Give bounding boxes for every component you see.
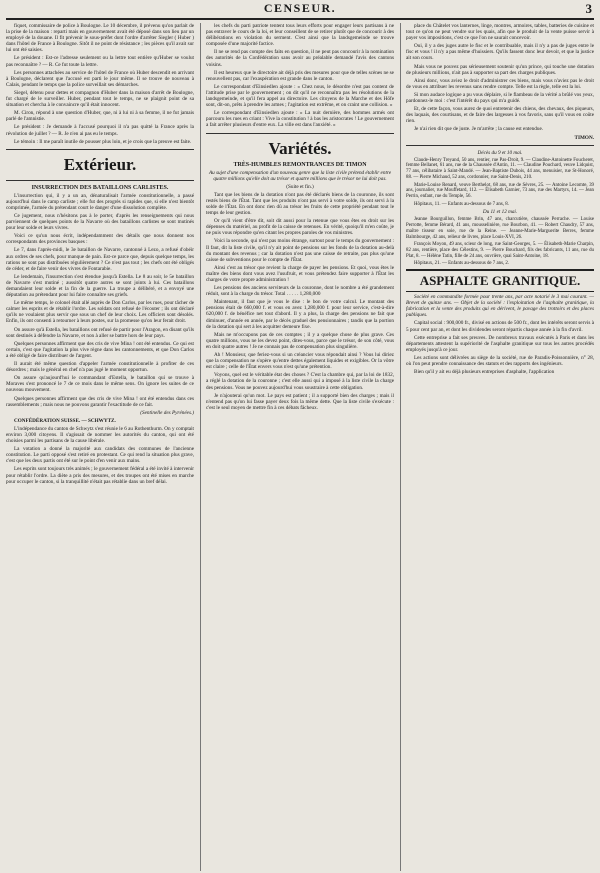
paragraph: Oui, il y a des juges autre le fisc et le contribuable, mais il n'y a pas de juges entre le fisc et vous ! il n'y a pas même d'huissiers. Qu'ils fassent donc leur devoir, et que la justice ait son cours. xyxy=(406,43,594,62)
divider xyxy=(6,149,194,150)
paragraph: Le président : Je demande à l'accusé pourquoi il n'a pas quitté la France après la révolution de juillet ? — R. Je n'en ai pas eu le temps. xyxy=(6,124,194,137)
paragraph: M. Ciron, répond à une question d'Huber, que, ni à lui ni à sa femme, il ne fut jamais parlé de l'amnistie. xyxy=(6,110,194,123)
source-attribution: (Sentinelle des Pyrénées.) xyxy=(140,409,194,416)
paragraph: Quelques personnes affirment que des cris de vive Mina ! ont été entendus dans ces rassemblements ; mais nous ne pouvons garantir l'exactitude de ce fait. xyxy=(6,395,194,408)
advertisement-title: ASPHALTE GRANITIQUE. xyxy=(406,269,594,292)
paragraph: Les pensions des anciens serviteurs de la couronne, dont le nombre a été grandement réduit, sont à la charge du trésor. Total . . . . . 1,280,000 xyxy=(206,285,394,298)
paragraph: Le même temps, le colonel était allé auprès de Don Carlos, par les rues, pour tâcher de calmer les esprits et de rétablir l'ordre. Les soldats ont refusé de l'écouter ; ils ont déclaré qu'ils ne voulaient plus servir que sous un chef de leur choix. Les officiers sont désolés. Enfin, ils ont consenti à retourner à leurs postes, sur la promesse qu'on leur ferait droit. xyxy=(6,300,194,325)
deaths-heading: Du 11 et 12 mai. xyxy=(482,209,518,216)
article-heading: TRÈS-HUMBLES REMONTRANCES DE TIMON xyxy=(233,161,367,168)
paragraph: Il ne se rend pas compte des faits en question, il ne peut pas concourir à la nomination des autorités de la Confédération sans avoir au préalable demandé l'avis des cantons voisins. xyxy=(206,49,394,68)
paragraph: Le président : Est-ce l'adresse seulement ou la lettre tout entière qu'Huber se voulut pas reconnaître ? — R. Ce fut toute la lettre. xyxy=(6,55,194,68)
paragraph: place du Châtelet vos lanternes, linge, montres, armoires, tables, batteries de cuisine et tout ce qu'on ne peut vendre sur les quais, afin que le produit de la vente puisse servir à payer vos impositions, c'est ce que l'on ne saurait concevoir. xyxy=(406,23,594,42)
paragraph: Jeanne Bourguillon, femme Brin, 47 ans, charcutière, chaussée Perrache. — Louise Perrotte, femme Bérard, 41 ans, mousselinière, rue Bourbon, 41. — Robert Chaudry, 57 ans, maître tisseur en soie, rue de la Reine. — Jeanne-Marie-Marguerite Berres, femme Balmbourge, 42 ans, relieur de livres, place Louis-XVI, 26. xyxy=(406,217,594,240)
paragraph: Il est heureux que le directoire ait déjà pris des mesures pour que de telles scènes ne se renouvellent pas, car l'exaspération est grande dans le canton. xyxy=(206,69,394,82)
masthead xyxy=(6,0,594,20)
signature: TIMON. xyxy=(574,134,594,141)
paragraph: Et, de cette façon, vous aurez de quoi entretenir des chiens, des chevaux, des piqueurs, des laquais, des courtisans, et de faire des largesses à vos favoris, sans qu'il vous en coûte rien. xyxy=(406,106,594,125)
paragraph: Cette entreprise a fait ses preuves. De nombreux travaux exécutés à Paris et dans les départements attestent la supériorité de l'asphalte granitique sur tous les autres procédés employés jusqu'à ce jour. xyxy=(406,334,594,353)
columns xyxy=(6,23,594,871)
paragraph: Hôpitaux, 11. — Enfants au-dessous de 7 ans, 8. xyxy=(414,201,509,207)
section-title-varietes: Variétés. xyxy=(268,138,332,158)
paragraph: Les personnes attachées au service de l'hôtel de France où Huber descendit en arrivant à Boulogne, déclarent que l'accusé est parti le jour même. Il se trouve de nouveau à Calais, pendant le temps que la police surveillait ses démarches. xyxy=(6,69,194,88)
newspaper-title: CENSEUR. xyxy=(263,1,337,15)
divider xyxy=(6,180,194,181)
page-number: 3 xyxy=(585,1,592,16)
paragraph: Je n'ai rien dit que de juste. Je m'arrête ; la cause est entendue. xyxy=(414,126,544,133)
paragraph: Le correspondant d'Einsiedlen ajoute : « Chez nous, le désordre n'est pas content de l'attitude prise par le gouvernement ; on dit qu'il ne reconnaîtra pas les résolutions de la landsgemeinde, et qu'il fera appel au directoire. Les citoyens de la Marche et des Höfe sont, dit-on, prêts à prendre les armes ; l'agitation est extrême, et on craint une collision. » xyxy=(206,83,394,109)
paragraph: Or qu'il vient d'être dit, soit dit aussi pour la retenue que vous êtes en droit sur les dépenses du matériel, au profit de la caisse de retenues. En vérité, quoiqu'il m'en coûte, je ne puis vous répondre qu'en citant les propres paroles de vos ministres. xyxy=(206,218,394,237)
paragraph: Siegel, détenu pour dettes et compagnon d'Huber dans la maison d'arrêt de Boulogne, fut chargé de le surveiller. Huber, pendant tout le temps, ne se plaignit point de sa situation et chercha à le convaincre qu'il était innocent. xyxy=(6,89,194,109)
paragraph: Ce jugement, nous n'hésitons pas à le porter, d'après les renseignements qui nous parviennent de quelques points de la Navarre où des bataillons carlistes se sont mutinés pour leur solde et leurs vivres. xyxy=(6,212,194,232)
paragraph: La votation a donné la majorité aux candidats des communes de l'ancienne constitution. Le parti opposé s'est retiré en protestant. Ce qui rend la situation plus grave, c'est que les deux partis ont été sur le point d'en venir aux mains. xyxy=(6,446,194,465)
paragraph: Marie-Louise Renard, veuve Berthelot, 68 ans, rue de Sèvres, 25. — Antoine Lecomte, 39 ans, journalier, rue Mouffetard, 112. — Élisabeth Garnier, 73 ans, rue des Martyrs, 14. — Jean Perrin, enfant, rue du Temple, 56. xyxy=(406,182,594,199)
epigraph-note: (Suite et fin.) xyxy=(286,183,314,190)
paragraph: Capital social : 900,000 fr., divisé en actions de 500 fr., dont les intérêts seront servis à 5 pour cent par an, et dont les dividendes seront répartis chaque année à la fin d'avril. xyxy=(406,320,594,333)
paragraph: Le correspondant d'Einsiedlen ajoute : « La nuit dernière, des hommes armés ont parcouru les rues en criant : Vive la constitution ! à bas les aristocrates ! Le gouvernement a fait arrêter plusieurs d'entre eux. La ville est dans l'anxiété. » xyxy=(206,110,394,129)
paragraph: Société en commandite formée pour trente ans, par acte notarié le 3 mai courant. — Brevet de quinze ans. — Objet de la société : l'exploitation de l'asphalte granitique, la fabrication et la vente des produits qui en dérivent, le pavage des trottoirs et des places publiques. xyxy=(406,294,594,319)
divider xyxy=(406,145,594,146)
paragraph: Le lendemain, l'insurrection s'est étendue jusqu'à Estella. Le 8 au soir, le 5e bataillon de Navarre s'est mutiné ; aussitôt quatre autres se sont joints à lui. Ces bataillons demandaient leur solde et la fin de la guerre. La troupe a délibéré, et a envoyé une députation au prétendant pour lui faire connaître ses griefs. xyxy=(6,273,194,299)
paragraph: Si mon audace logique a pu vous déplaire, si le flambeau de la vérité a brûlé vos yeux, pardonnez-le moi : c'est l'intérêt du pays qui m'a guidé. xyxy=(406,91,594,105)
paragraph: Bien qu'il y ait eu déjà plusieurs entreprises d'asphalte, l'application xyxy=(414,369,555,376)
paragraph: Voici ce qu'un nous écrit, indépendamment des détails que nous donnent nos correspondants des provinces basques : xyxy=(6,233,194,246)
epigraph: Au sujet d'une compensation d'un nouveau genre que la liste civile prétend établir entre quatre millions qu'elle doit au trésor et quatre millions que le trésor ne lui doit pas. xyxy=(208,169,392,182)
section-title-exterieur: Extérieur. xyxy=(63,154,137,174)
paragraph: Les actions sont délivrées au siège de la société, rue de Paradis-Poissonnière, n° 28, où l'on peut prendre connaissance des statuts et des rapports des ingénieurs. xyxy=(406,354,594,367)
paragraph: les chefs du parti patriote tentent tous leurs efforts pour engager leurs partisans à ne pas entraver le cours de la loi, et leur conseillent de se retirer plutôt que de concourir à des délibérations en violation du serment. C'est ainsi que la landsgemeinde se trouve composée d'une majorité factice. xyxy=(206,23,394,48)
paragraph: fiquet, commissaire de police à Boulogne. Le 10 décembre, il prévenu qu'on parlait de la prise de la maison : reparti mais en gouvernement avait été déposé dans son lieu par un employé de la douane. Il fit prévenir le sous-préfet dont l'ordre d'arrêter Siegler ( Huber ) dans l'hôtel de France à Boulogne. Sitôt il ne point de résistance ; les pièces qu'il avait sur lui ont été saisies. xyxy=(6,23,194,54)
paragraph: Le 7, dans l'après-midi, le 3e bataillon de Navarre, cantonné à Lezo, a refusé d'obéir aux ordres de ses chefs, pour manque de pain. Est-ce parce que, depuis quelque temps, les rations ne sont pas distribuées régulièrement ? Ce n'est pas tout ; les chefs ont été obligés de céder, et de faire venir des vivres de Fontarabie. xyxy=(6,247,194,272)
paragraph: Voici la seconde, qui n'est pas moins étrange, surtout pour le temps du gouvernement : Il faut, dit la liste civile, qu'il n'y ait point de pensions sur les fonds de la dotation au-delà du montant des revenus ; car la dotation n'est pas une caisse de retraite, pas plus qu'une caisse de subventions pour le compte de l'État. xyxy=(206,238,394,263)
paragraph: L'indépendance du canton de Schwytz s'est réunie le 6 au Rothenthurm. On y comptait environ 3,000 citoyens. Il s'agissait de nommer les autorités du canton, qui ont été choisies parmi les partisans de la cause libérale. xyxy=(6,425,194,445)
paragraph: François Moyon, 49 ans, scieur de long, rue Saint-Georges, 5. — Élisabeth-Marie Charpin, 82 ans, rentière, place des Célestins, 9. — Pierre Bouchard, fils des fabricants, 11 ans, rue du Plat, 8. — Hélène Tatin, fille de 24 ans, ouvrière, quai Saint-Antoine, 18. xyxy=(406,242,594,259)
paragraph: On assure qu'aujourd'hui le commandant d'Estella, le bataillon qui se trouve à Moraves s'est prononcé le 7 de ce mois dans le même sens. On ignore les suites de ce nouveau mouvement. xyxy=(6,375,194,394)
paragraph: Je n'ajouterai qu'un mot. Le pays est patient ; il a supporté bien des charges ; mais il n'entend pas qu'on lui fasse payer deux fois la même dette. Que la liste civile s'exécute : c'est le seul moyen de mettre fin à ces débats fâcheux. xyxy=(206,392,394,411)
paragraph: Voyons, quel est le véritable état des choses ? C'est la chambre qui, par la loi de 1832, a réglé la dotation de la couronne ; c'est elle aussi qui a imposé à la liste civile la charge des pensions. Vous ne pouvez aujourd'hui vous soustraire à cette obligation. xyxy=(206,372,394,391)
swiss-heading: CONFÉDÉRATION SUISSE. — SCHWYTZ. xyxy=(14,417,116,424)
divider xyxy=(206,133,394,134)
column-1 xyxy=(6,23,194,871)
paragraph: Il aurait été même question d'appeler l'armée constitutionnelle à profiter de ces désordres ; mais le général en chef n'a pas jugé le moment opportun. xyxy=(6,361,194,374)
deaths-heading: Décès du 9 et 10 mai. xyxy=(477,149,523,156)
column-2 xyxy=(200,23,394,871)
paragraph: Ainsi c'est au trésor que revient la charge de payer les pensions. Et quoi, vous êtes le maître des biens dont vous avez l'usufruit, et vous prétendez faire supporter à l'État les charges de votre propre administration ! xyxy=(206,264,394,283)
article-heading: INSURRECTION DES BATAILLONS CARLISTES. xyxy=(31,184,169,191)
paragraph: Claude-Henry Treyand, 50 ans, rentier, rue Pas-Droit, 9. — Claudine-Antoinette Foucheret, femme Bellanet, 61 ans, rue de la Chaussée d'Antin, 11. — Claudine Pouchard, veuve Lidquist, 77 ans, célibataire à Saint-Mandé. — Jean-Baptiste Dubois, 44 ans, menuisier, rue St-Honoré, 88. — Pierre Michaud, 52 ans, cordonnier, rue Saint-Denis, 210. xyxy=(406,157,594,180)
paragraph: L'insurrection qui, il y a un an, dénaturalisait l'armée constitutionnelle, a passé aujourd'hui dans le camp carliste ; elle fut des progrès si rapides que, si elle n'est bientôt comprimée, l'armée du prétendant court le danger d'une dissolution complète. xyxy=(6,192,194,211)
paragraph: Ainsi donc, vous aviez le droit d'administrer ces biens, mais vous n'aviez pas le droit de vous en attribuer les revenus sans rendre compte. Telle est la règle, telle est la loi. xyxy=(406,77,594,90)
paragraph: On assure qu'à Estella, les bataillons ont refusé de partir pour l'Aragon, en disant qu'ils sont destinés à défendre la Navarre, et non à aller se battre hors de leur pays. xyxy=(6,326,194,339)
paragraph: Ah ! Monsieur, que feriez-vous si un créancier vous répondait ainsi ? Vous lui diriez que la compensation ne s'opère qu'entre dettes également liquides et exigibles. Or la vôtre est claire ; celle de l'État envers vous n'est qu'une prétention. xyxy=(206,352,394,371)
paragraph: Hôpitaux, 21. — Enfants au-dessous de 7 ans, 2. xyxy=(414,261,510,267)
paragraph: Quelques personnes affirment que des cris de vive Mina ! ont été entendus. Ce qui est certain, c'est que l'agitation la plus vive règne dans les cantonnements, et que Don Carlos a été obligé de faire distribuer de l'argent. xyxy=(6,340,194,359)
paragraph: Mais vous ne pouvez pas sérieusement soutenir qu'un prince, qui touche une dotation de plusieurs millions, n'ait pas à supporter sa part des charges publiques. xyxy=(406,63,594,76)
column-3 xyxy=(400,23,594,871)
paragraph: Tant que les biens de la dotation n'ont pas été déclarés biens de la couronne, ils sont restés biens de l'État. Tant que les produits n'ont pas servi à votre solde, ils ont servi à la solde de l'État. En ont donc rien dû au trésor les fruits de cette propriété pendant tout le temps de leur gestion. xyxy=(206,191,394,217)
paragraph: Les esprits sont toujours très animés ; le gouvernement fédéral a été invité à intervenir pour rétablir l'ordre. La diète a pris des mesures, et des troupes ont été mises en marche pour occuper le canton, si la tranquillité n'était pas rétablie dans un bref délai. xyxy=(6,466,194,485)
court-report xyxy=(6,23,194,145)
paragraph: Maintenant, il faut que je vous le dise : le bon de votre calcul. Le montant des pensions était de 660,000 f. et vous en avez 1,280,000 f. pour leur service, c'est-à-dire 620,000 f. de bénéfice net tout d'abord. Il y a plus, la charge des pensions ne fait que diminuer, d'année en année, par le décès graduel des pensionnaires ; tandis que la portion de la dotation qui sert à les acquitter demeure fixe. xyxy=(206,299,394,330)
paragraph: Mais ne m'occupons pas de ces comptes ; il y a quelque chose de plus grave. Ces quatre millions, vous ne les devez point, dites-vous, parce que le trésor, de son côté, vous en doit quatre autres ! Je ne connais pas de compensation plus singulière. xyxy=(206,331,394,350)
paragraph: Le témoin : Il me paraît inutile de pousser plus loin, et je crois que la preuve est faite. xyxy=(14,138,192,145)
